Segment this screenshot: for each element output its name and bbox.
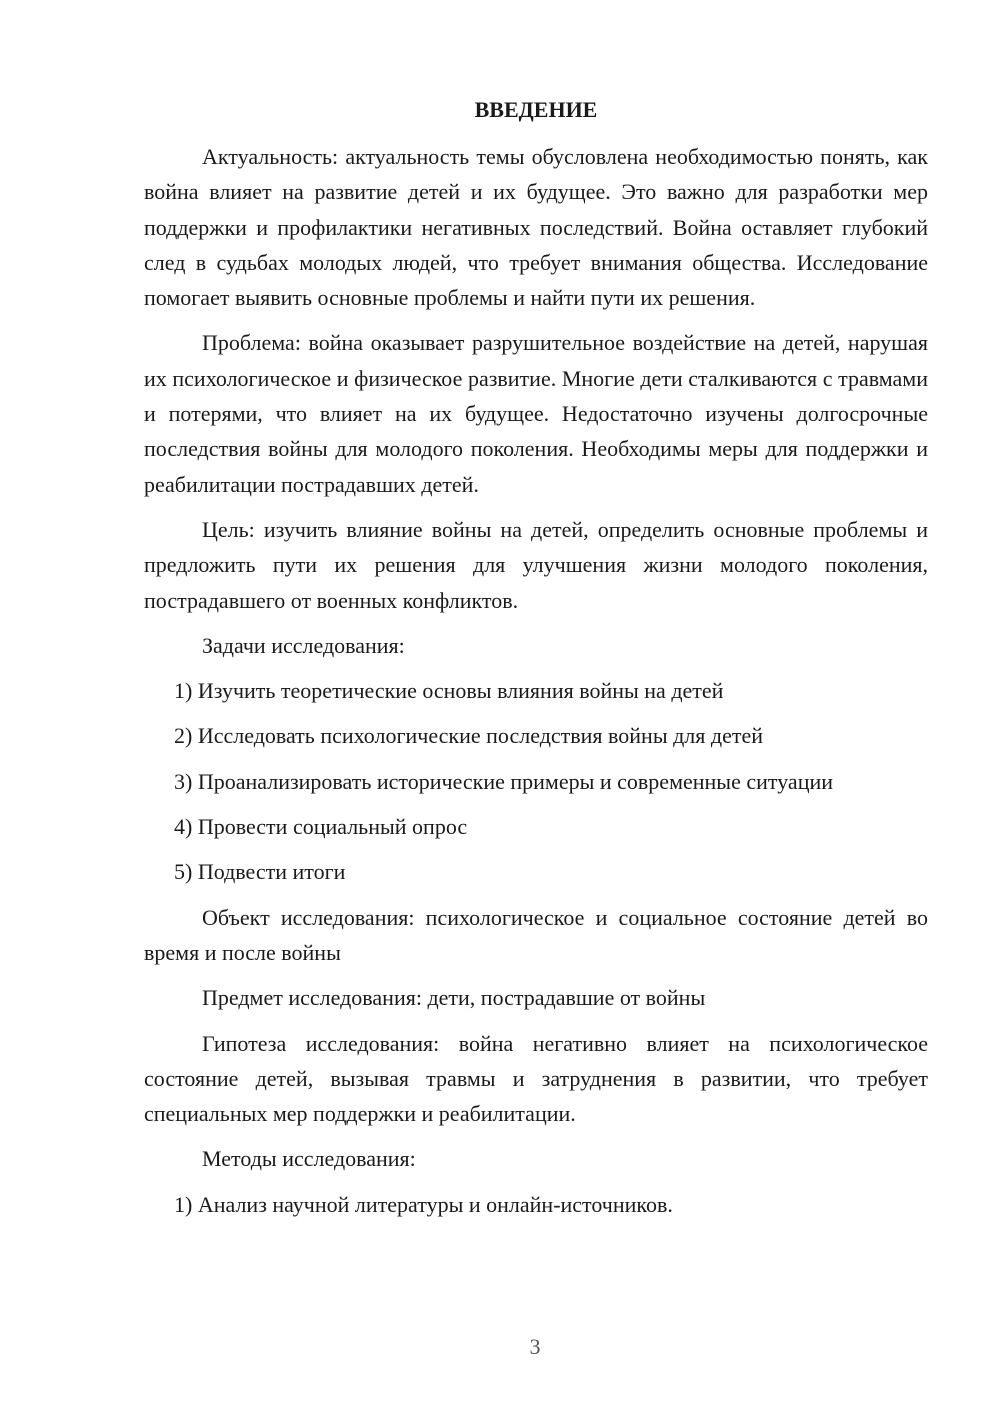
page-number: 3 [529,1334,541,1359]
list-item: 5) Подвести итоги [174,859,346,885]
tasks-list [144,673,928,889]
list-item: 4) Провести социальный опрос [174,814,468,840]
goal-paragraph: Цель: изучить влияние войны на детей, определить основные проблемы и предложить пути их решения для улучшения жизни молодого поколения, пострадавшего от военных конфликтов. [144,516,928,613]
list-item: 1) Изучить теоретические основы влияния войны на детей [174,678,724,704]
methods-heading: Методы исследования: [202,1146,416,1172]
object-paragraph: Объект исследования: психологическое и социальное состояние детей во время и после войны [144,904,928,965]
methods-list [144,1187,928,1222]
page-content [144,96,928,1232]
problem-paragraph: Проблема: война оказывает разрушительное воздействие на детей, нарушая их психологическое и физическое развитие. Многие дети сталкиваются с травмами и потерями, что влияет на их будущее. Недостаточно изучены долгосрочные последствия войны для молодого поколения. Необходимы меры для поддержки и реабилитации пострадавших детей. [144,330,928,497]
list-item: 1) Анализ научной литературы и онлайн-источников. [174,1191,673,1217]
relevance-paragraph: Актуальность: актуальность темы обусловлена необходимостью понять, как война влияет на развитие детей и их будущее. Это важно для разработки мер поддержки и профилактики негативных последствий. Война оставляет глубокий след в судьбах молодых людей, что требует внимания общества. Исследование помогает выявить основные проблемы и найти пути их решения. [144,144,928,311]
list-item: 2) Исследовать психологические последствия войны для детей [174,723,764,749]
tasks-heading: Задачи исследования: [202,632,405,658]
subject-paragraph: Предмет исследования: дети, пострадавшие от войны [202,985,706,1011]
hypothesis-paragraph: Гипотеза исследования: война негативно влияет на психологическое состояние детей, вызывая травмы и затруднения в развитии, что требует специальных мер поддержки и реабилитации. [144,1030,928,1127]
list-item: 3) Проанализировать исторические примеры и современные ситуации [174,768,834,794]
section-title: ВВЕДЕНИЕ [474,97,598,122]
